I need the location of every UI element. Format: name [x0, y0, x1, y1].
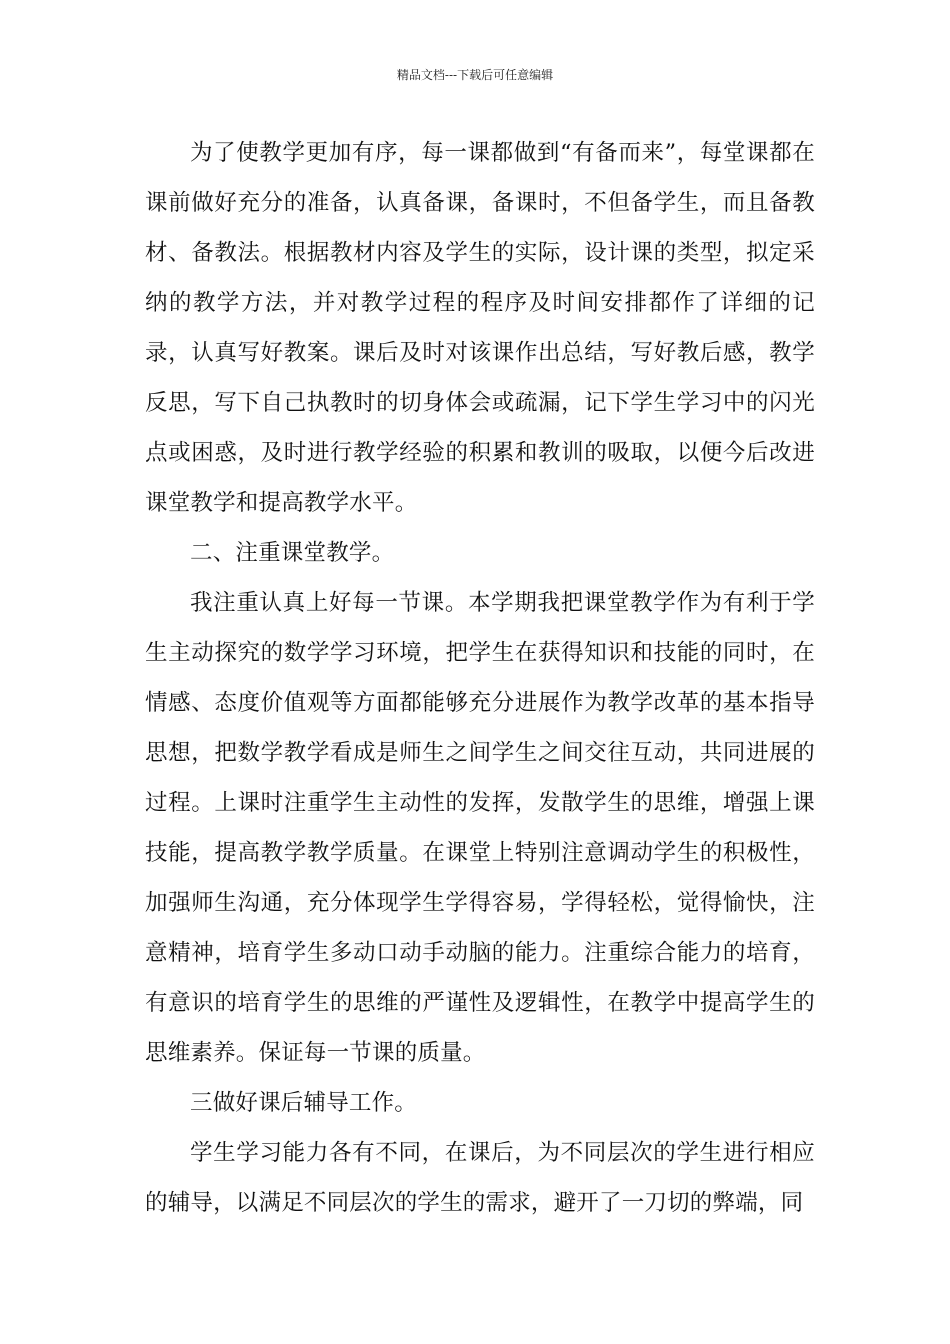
paragraph-after-class-tutoring: 学生学习能力各有不同，在课后，为不同层次的学生进行相应的辅导，以满足不同层次的学生的需求，避开了一刀切的弊端，同 — [145, 1140, 815, 1216]
paragraph-classroom-teaching: 我注重认真上好每一节课。本学期我把课堂教学作为有利于学生主动探究的数学学习环境，把学生在获得知识和技能的同时，在情感、态度价值观等方面都能够充分进展作为教学改革的基本指导思想，把数学教学看成是师生之间学生之间交往互动，共同进展的过程。上课时注重学生主动性的发挥，发散学生的思维，增强上课技能，提高教学教学质量。在课堂上特别注意调动学生的积极性，加强师生沟通，充分体现学生学得容易，学得轻松，觉得愉快，注意精神，培育学生多动口动手动脑的能力。注重综合能力的培育，有意识的培育学生的思维的严谨性及逻辑性，在教学中提高学生的思维素养。保证每一节课的质量。 — [145, 590, 815, 1066]
paragraph-preparation: 为了使教学更加有序，每一课都做到“有备而来”，每堂课都在课前做好充分的准备，认真备课，备课时，不但备学生，而且备教材、备教法。根据教材内容及学生的实际，设计课的类型，拟定采纳的教学方法，并对教学过程的程序及时间安排都作了详细的记录，认真写好教案。课后及时对该课作出总结，写好教后感，教学反思，写下自己执教时的切身体会或疏漏，记下学生学习中的闪光点或困惑，及时进行教学经验的积累和教训的吸取，以便今后改进课堂教学和提高教学水平。 — [145, 140, 815, 516]
page-header: 精品文档---下载后可任意编辑 — [396, 68, 554, 82]
section-heading-classroom-teaching: 二、注重课堂教学。 — [190, 540, 395, 566]
document-body — [145, 128, 815, 1228]
section-heading-after-class-tutoring: 三做好课后辅导工作。 — [190, 1090, 418, 1116]
